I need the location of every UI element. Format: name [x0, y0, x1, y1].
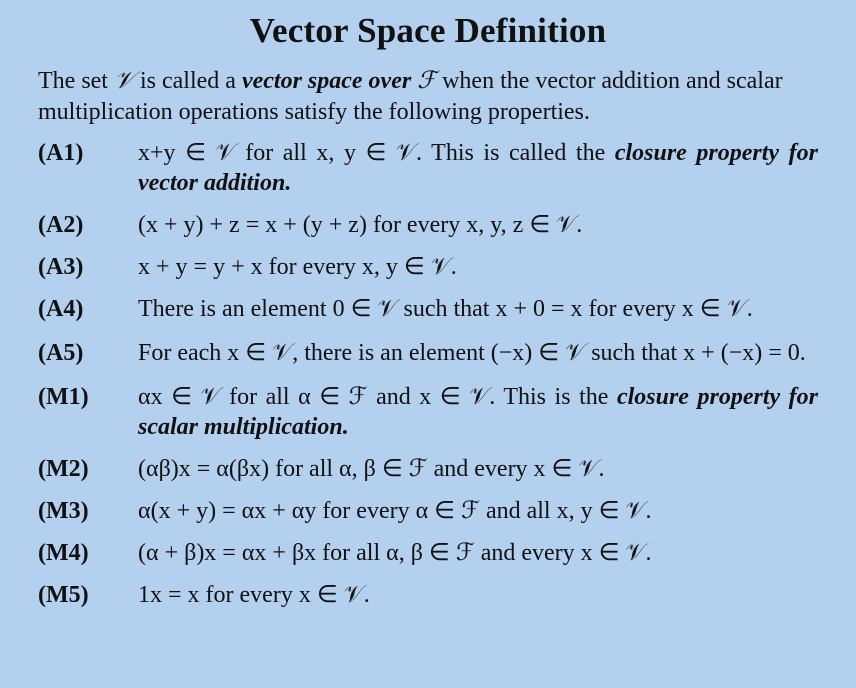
- property-label: (A5): [38, 340, 84, 366]
- property-text: [138, 138, 818, 198]
- property-a1: [38, 138, 818, 198]
- property-m1: [38, 382, 818, 442]
- property-m3: [38, 496, 818, 526]
- property-a3: [38, 252, 818, 282]
- intro-emphasis: vector space over: [241, 68, 418, 94]
- property-label: (A2): [38, 212, 84, 238]
- property-text: [138, 382, 818, 442]
- property-m2: [38, 454, 818, 484]
- property-list: [38, 138, 818, 610]
- property-text: 1x = x for every x ∈ 𝒱.: [138, 582, 370, 608]
- set-v-symbol: 𝒱: [113, 68, 134, 94]
- property-label: (A4): [38, 296, 84, 322]
- property-label: (A1): [38, 140, 84, 166]
- field-f-symbol: ℱ: [417, 68, 437, 94]
- property-label: (A3): [38, 254, 84, 280]
- property-text: (αβ)x = α(βx) for all α, β ∈ ℱ and every x ∈ 𝒱.: [138, 456, 605, 482]
- intro-text-pre: The set: [38, 68, 114, 94]
- property-label: (M4): [38, 540, 89, 566]
- property-label: (M2): [38, 456, 89, 482]
- property-label: (M1): [38, 384, 89, 410]
- property-m4: [38, 538, 818, 568]
- property-text: x + y = y + x for every x, y ∈ 𝒱.: [138, 254, 457, 280]
- property-text: For each x ∈ 𝒱, there is an element (−x) ∈ 𝒱 such that x + (−x) = 0.: [138, 340, 806, 366]
- property-text-main: αx ∈ 𝒱 for all α ∈ ℱ and x ∈ 𝒱. This is the: [138, 384, 617, 410]
- intro-text-mid: is called a: [133, 68, 242, 94]
- property-emphasis: closure property for scalar multiplication.: [138, 384, 819, 440]
- page-title: Vector Space Definition: [249, 11, 607, 50]
- intro-text-post: when the vector addition and scalar multiplication operations satisfy the following properties.: [38, 68, 783, 125]
- intro-paragraph: [38, 66, 818, 128]
- property-a2: [38, 210, 818, 240]
- property-text: (α + β)x = αx + βx for all α, β ∈ ℱ and every x ∈ 𝒱.: [138, 540, 652, 566]
- property-text-main: x+y ∈ 𝒱 for all x, y ∈ 𝒱. This is called the: [138, 140, 615, 166]
- property-emphasis: closure property for vector addition.: [138, 140, 818, 196]
- property-label: (M3): [38, 498, 89, 524]
- property-text: (x + y) + z = x + (y + z) for every x, y, z ∈ 𝒱.: [138, 212, 583, 238]
- property-a4: [38, 294, 818, 324]
- property-text: α(x + y) = αx + αy for every α ∈ ℱ and all x, y ∈ 𝒱.: [138, 498, 652, 524]
- property-label: (M5): [38, 582, 89, 608]
- property-a5: [38, 338, 818, 368]
- property-text: There is an element 0 ∈ 𝒱 such that x + 0 = x for every x ∈ 𝒱.: [138, 296, 753, 322]
- property-m5: [38, 580, 818, 610]
